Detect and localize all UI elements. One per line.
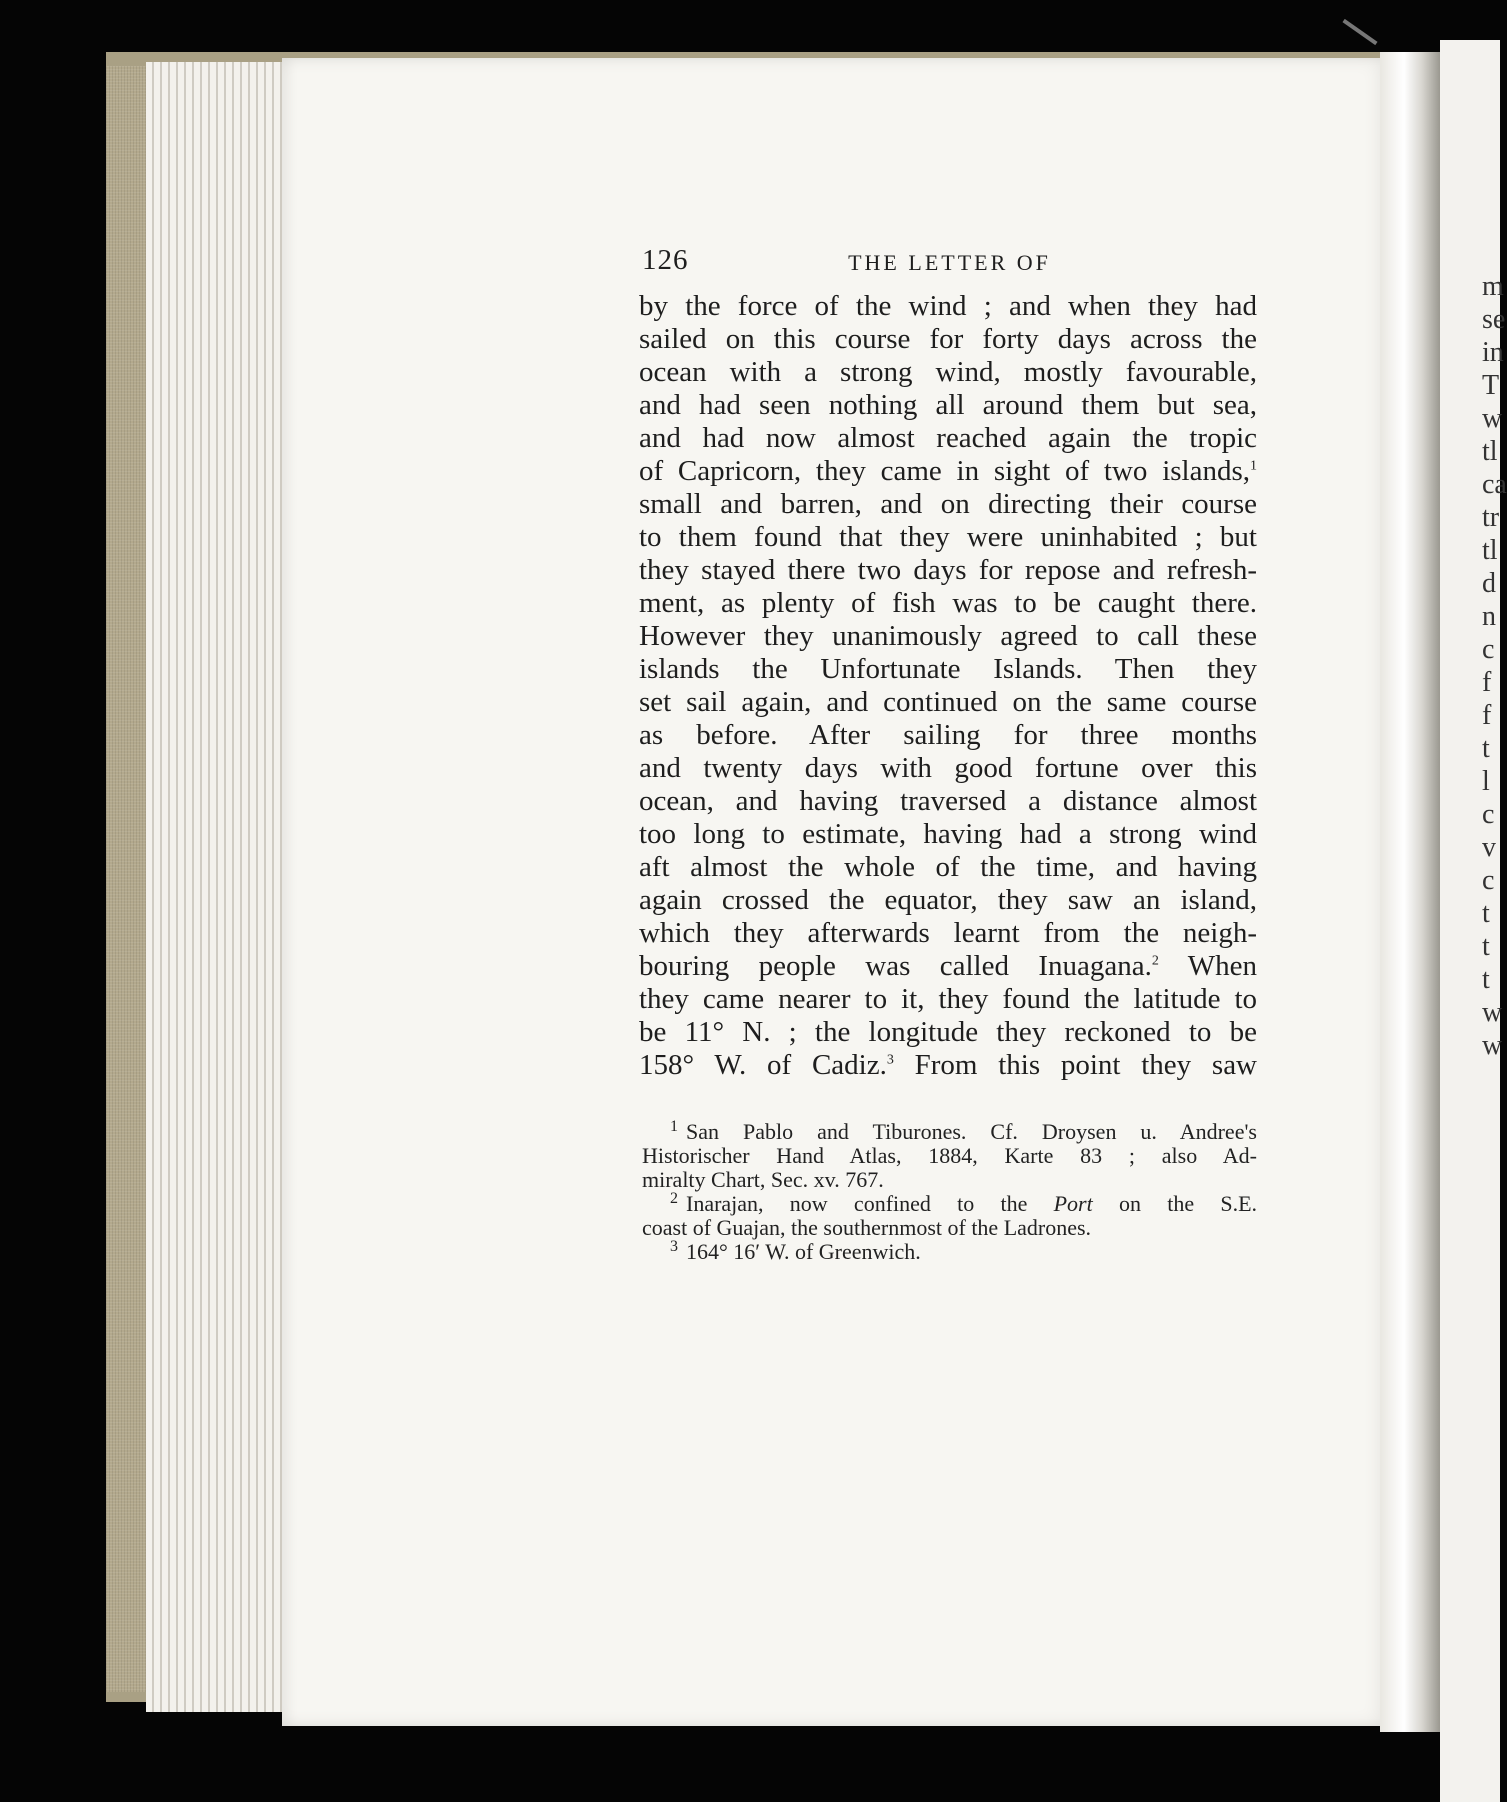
footnote-text: 164° 16′ W. of Greenwich. bbox=[686, 1239, 921, 1264]
footnote-line: Historischer Hand Atlas, 1884, Karte 83 ; also Ad- bbox=[642, 1143, 1257, 1168]
fragment-line: ca bbox=[1482, 469, 1507, 500]
text-line: However they unanimously agreed to call these bbox=[639, 620, 1257, 652]
fragment-line: f bbox=[1482, 667, 1492, 698]
fragment-line: tl bbox=[1482, 436, 1498, 467]
text-line: which they afterwards learnt from the neigh- bbox=[639, 917, 1257, 949]
footnote-ref-3: 3 bbox=[886, 1052, 894, 1068]
text-line: sailed on this course for forty days across the bbox=[639, 323, 1257, 355]
footnote-ref-1: 1 bbox=[1250, 458, 1257, 474]
footnote-line: miralty Chart, Sec. xv. 767. bbox=[642, 1167, 884, 1192]
footnotes bbox=[642, 1117, 1258, 1264]
text-line bbox=[639, 950, 1257, 983]
page-header bbox=[642, 244, 1257, 284]
footnote-line bbox=[642, 1237, 1257, 1264]
text-line: to them found that they were uninhabited ; but bbox=[639, 521, 1257, 553]
fragment-line: l bbox=[1482, 766, 1490, 797]
text-line: islands the Unfortunate Islands. Then they bbox=[639, 653, 1257, 685]
fragment-line: tr bbox=[1482, 502, 1500, 533]
footnote-marker-2: 2 bbox=[670, 1189, 678, 1207]
fragment-line: w bbox=[1482, 997, 1503, 1028]
text-line: they came nearer to it, they found the latitude to bbox=[639, 983, 1257, 1015]
footnote-line bbox=[642, 1117, 1257, 1144]
book-gutter bbox=[1380, 52, 1440, 1732]
text-segment: When bbox=[1187, 950, 1257, 982]
footnote-marker-1: 1 bbox=[670, 1117, 678, 1135]
text-line: and twenty days with good fortune over this bbox=[639, 752, 1257, 784]
footnote-text: on the S.E. bbox=[1118, 1191, 1258, 1216]
text-line: as before. After sailing for three months bbox=[639, 719, 1257, 751]
footnote-italic: Port bbox=[1053, 1191, 1093, 1216]
fragment-line: se bbox=[1482, 304, 1506, 335]
page-edges bbox=[146, 62, 286, 1712]
footnote-line: coast of Guajan, the southernmost of the Ladrones. bbox=[642, 1215, 1092, 1240]
text-line: be 11° N. ; the longitude they reckoned to be bbox=[639, 1016, 1257, 1048]
text-segment: From this point they saw bbox=[914, 1049, 1258, 1081]
fragment-line: w bbox=[1482, 1030, 1503, 1061]
text-line: ocean, and having traversed a distance almost bbox=[639, 785, 1257, 817]
text-segment: 158° W. of Cadiz. bbox=[639, 1049, 887, 1081]
text-line bbox=[639, 1049, 1257, 1082]
text-line: ocean with a strong wind, mostly favourable, bbox=[639, 356, 1257, 388]
footnote-ref-2: 2 bbox=[1151, 953, 1159, 969]
footnote-line bbox=[642, 1189, 1258, 1216]
fragment-line: t bbox=[1482, 898, 1490, 929]
text-line: again crossed the equator, they saw an island, bbox=[639, 884, 1257, 916]
body-text bbox=[639, 290, 1257, 1082]
text-line: they stayed there two days for repose and refresh- bbox=[639, 554, 1257, 586]
fragment-line: n bbox=[1482, 601, 1496, 632]
fragment-line: d bbox=[1482, 568, 1496, 599]
footnote-text: Inarajan, now confined to the bbox=[686, 1191, 1028, 1216]
text-line: ment, as plenty of fish was to be caught there. bbox=[639, 587, 1257, 619]
fragment-line: in bbox=[1482, 337, 1504, 368]
page-number: 126 bbox=[642, 244, 689, 276]
fragment-line: T bbox=[1482, 370, 1500, 401]
bookmark-thread bbox=[1342, 19, 1377, 45]
text-line: small and barren, and on directing their course bbox=[639, 488, 1257, 520]
fragment-line: c bbox=[1482, 865, 1495, 896]
text-line: and had now almost reached again the tropic bbox=[639, 422, 1257, 454]
text-line: set sail again, and continued on the same course bbox=[639, 686, 1257, 718]
fragment-line: t bbox=[1482, 733, 1490, 764]
footnote-text: San Pablo and Tiburones. Cf. Droysen u. Andree's bbox=[686, 1119, 1257, 1144]
fragment-line: tl bbox=[1482, 535, 1498, 566]
text-line: and had seen nothing all around them but sea, bbox=[639, 389, 1257, 421]
fragment-line: w bbox=[1482, 403, 1503, 434]
fragment-line: c bbox=[1482, 634, 1495, 665]
fragment-line: c bbox=[1482, 799, 1495, 830]
fragment-line: v bbox=[1482, 832, 1496, 863]
facing-page-text-fragments bbox=[1482, 270, 1507, 1062]
running-title: THE LETTER OF bbox=[848, 250, 1051, 275]
text-line: aft almost the whole of the time, and having bbox=[639, 851, 1257, 883]
fragment-line: f bbox=[1482, 700, 1492, 731]
fragment-line: t bbox=[1482, 964, 1490, 995]
fragment-line: m bbox=[1482, 271, 1504, 302]
text-segment: bouring people was called Inuagana. bbox=[639, 950, 1152, 982]
text-segment: of Capricorn, they came in sight of two islands, bbox=[639, 455, 1250, 487]
text-line: too long to estimate, having had a strong wind bbox=[639, 818, 1257, 850]
text-line: by the force of the wind ; and when they had bbox=[639, 290, 1257, 322]
footnote-marker-3: 3 bbox=[670, 1237, 678, 1255]
text-line bbox=[639, 455, 1257, 488]
fragment-line: t bbox=[1482, 931, 1490, 962]
